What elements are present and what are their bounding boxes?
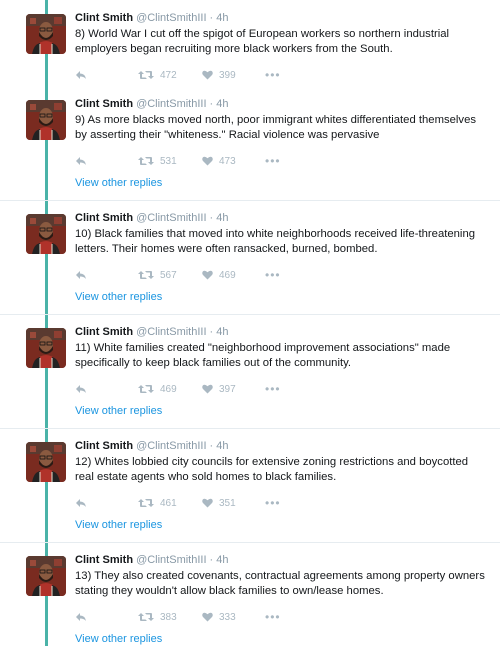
like-count: 397: [219, 383, 236, 395]
tweet-text: 12) Whites lobbied city councils for extensive zoning restrictions and boycotted real estate agents who sold homes to black families.: [75, 456, 469, 483]
like-count: 351: [219, 497, 236, 509]
author-handle[interactable]: @ClintSmithIII: [136, 98, 207, 110]
retweet-button[interactable]: [138, 496, 177, 510]
reply-button[interactable]: [75, 496, 87, 510]
retweet-button[interactable]: [138, 154, 177, 168]
like-count: 469: [219, 269, 236, 281]
retweet-count: 383: [160, 611, 177, 623]
retweet-icon: [138, 612, 154, 622]
divider: [0, 428, 500, 429]
author-name[interactable]: Clint Smith: [75, 440, 134, 452]
tweet-text: 13) They also created covenants, contractual agreements among property owners stating they wouldn't allow black families to own/lease homes.: [75, 570, 485, 597]
author-handle[interactable]: @ClintSmithIII: [136, 12, 207, 24]
tweet-header: [75, 12, 228, 25]
retweet-button[interactable]: [138, 382, 177, 396]
author-name[interactable]: Clint Smith: [75, 98, 134, 110]
tweet-time[interactable]: 4h: [216, 554, 229, 566]
more-icon[interactable]: •••: [265, 68, 281, 82]
tweet-time[interactable]: 4h: [216, 326, 229, 338]
more-icon[interactable]: •••: [265, 382, 281, 396]
avatar[interactable]: [26, 14, 66, 54]
reply-icon: [75, 498, 87, 508]
retweet-icon: [138, 498, 154, 508]
like-button[interactable]: [202, 154, 236, 168]
author-handle[interactable]: @ClintSmithIII: [136, 554, 207, 566]
heart-icon: [202, 156, 213, 166]
reply-icon: [75, 612, 87, 622]
like-count: 399: [219, 69, 236, 81]
separator: ·: [209, 98, 214, 110]
author-handle[interactable]: @ClintSmithIII: [136, 326, 207, 338]
tweet-actions: [75, 154, 375, 168]
tweet-header: [75, 440, 228, 453]
like-button[interactable]: [202, 496, 236, 510]
reply-button[interactable]: [75, 382, 87, 396]
tweet-time[interactable]: 4h: [216, 98, 229, 110]
separator: ·: [209, 440, 214, 452]
view-other-replies-link[interactable]: View other replies: [75, 405, 163, 417]
tweet-header: [75, 212, 228, 225]
author-name[interactable]: Clint Smith: [75, 326, 134, 338]
retweet-count: 567: [160, 269, 177, 281]
tweet-header: [75, 326, 228, 339]
tweet-text: 8) World War I cut off the spigot of European workers so northern industrial employers began recruiting more black workers from the South.: [75, 28, 450, 55]
tweet-time[interactable]: 4h: [216, 12, 229, 24]
divider: [0, 314, 500, 315]
avatar[interactable]: [26, 556, 66, 596]
retweet-count: 469: [160, 383, 177, 395]
retweet-icon: [138, 70, 154, 80]
reply-icon: [75, 270, 87, 280]
retweet-icon: [138, 384, 154, 394]
heart-icon: [202, 270, 213, 280]
more-icon[interactable]: •••: [265, 496, 281, 510]
separator: ·: [209, 12, 214, 24]
separator: ·: [209, 554, 214, 566]
heart-icon: [202, 612, 213, 622]
reply-button[interactable]: [75, 610, 87, 624]
tweet-actions: [75, 68, 375, 82]
like-count: 473: [219, 155, 236, 167]
tweet-text: 10) Black families that moved into white neighborhoods received life-threatening letters. Their homes were often ransacked, burned, bombed.: [75, 228, 476, 255]
retweet-button[interactable]: [138, 68, 177, 82]
avatar[interactable]: [26, 214, 66, 254]
avatar[interactable]: [26, 442, 66, 482]
author-name[interactable]: Clint Smith: [75, 12, 134, 24]
retweet-count: 472: [160, 69, 177, 81]
like-count: 333: [219, 611, 236, 623]
retweet-button[interactable]: [138, 268, 177, 282]
view-other-replies-link[interactable]: View other replies: [75, 291, 163, 303]
view-other-replies-link[interactable]: View other replies: [75, 177, 163, 189]
view-other-replies-link[interactable]: View other replies: [75, 519, 163, 531]
tweet-header: [75, 98, 228, 111]
avatar[interactable]: [26, 328, 66, 368]
retweet-icon: [138, 270, 154, 280]
tweet-actions: [75, 610, 375, 624]
view-other-replies-link[interactable]: View other replies: [75, 633, 163, 645]
reply-button[interactable]: [75, 268, 87, 282]
tweet-actions: [75, 496, 375, 510]
tweet-actions: [75, 382, 375, 396]
author-name[interactable]: Clint Smith: [75, 212, 134, 224]
tweet-time[interactable]: 4h: [216, 212, 229, 224]
retweet-count: 531: [160, 155, 177, 167]
reply-button[interactable]: [75, 68, 87, 82]
like-button[interactable]: [202, 610, 236, 624]
heart-icon: [202, 498, 213, 508]
like-button[interactable]: [202, 382, 236, 396]
author-handle[interactable]: @ClintSmithIII: [136, 440, 207, 452]
separator: ·: [209, 326, 214, 338]
like-button[interactable]: [202, 68, 236, 82]
heart-icon: [202, 384, 213, 394]
tweet-header: [75, 554, 228, 567]
more-icon[interactable]: •••: [265, 154, 281, 168]
more-icon[interactable]: •••: [265, 610, 281, 624]
reply-icon: [75, 70, 87, 80]
more-icon[interactable]: •••: [265, 268, 281, 282]
retweet-button[interactable]: [138, 610, 177, 624]
author-handle[interactable]: @ClintSmithIII: [136, 212, 207, 224]
tweet-time[interactable]: 4h: [216, 440, 229, 452]
retweet-icon: [138, 156, 154, 166]
thread-line: [45, 0, 48, 646]
avatar[interactable]: [26, 100, 66, 140]
like-button[interactable]: [202, 268, 236, 282]
reply-icon: [75, 384, 87, 394]
heart-icon: [202, 70, 213, 80]
retweet-count: 461: [160, 497, 177, 509]
divider: [0, 200, 500, 201]
separator: ·: [209, 212, 214, 224]
divider: [0, 542, 500, 543]
tweet-text: 9) As more blacks moved north, poor immigrant whites differentiated themselves by asserting their "whiteness." Racial violence was pervasive: [75, 114, 477, 141]
tweet-text: 11) White families created "neighborhood improvement associations" made specifically to keep black families out of the community.: [75, 342, 451, 369]
tweet-actions: [75, 268, 375, 282]
reply-icon: [75, 156, 87, 166]
author-name[interactable]: Clint Smith: [75, 554, 134, 566]
reply-button[interactable]: [75, 154, 87, 168]
